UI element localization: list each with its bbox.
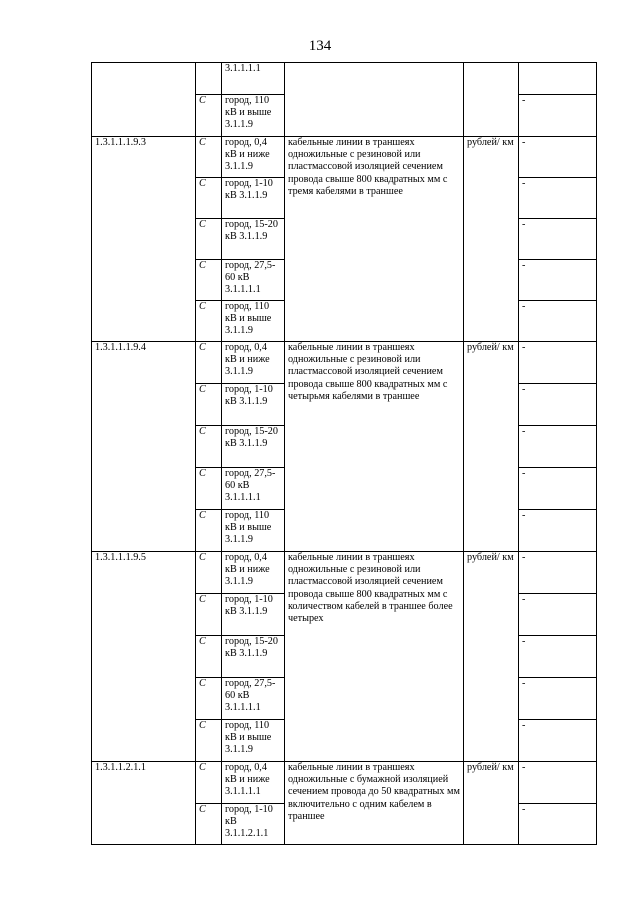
rate-cell: город, 15-20 кВ 3.1.1.9	[222, 426, 285, 468]
letter-cell: С	[196, 95, 222, 137]
rate-cell: город, 1-10 кВ 3.1.1.9	[222, 594, 285, 636]
letter-cell: С	[196, 636, 222, 678]
letter-cell: С	[196, 678, 222, 720]
letter-cell: С	[196, 178, 222, 219]
code-cell: 1.3.1.1.1.9.3	[92, 137, 196, 342]
letter-cell: С	[196, 426, 222, 468]
value-cell: -	[519, 720, 597, 762]
letter-cell: С	[196, 384, 222, 426]
desc-cell: кабельные линии в траншеях одножильные с резиновой или пластмассовой изоляцией сечением провода свыше 800 квадратных мм с четырьмя кабелями в траншее	[285, 342, 464, 552]
letter-cell: С	[196, 260, 222, 301]
letter-cell: С	[196, 594, 222, 636]
rate-cell: город, 15-20 кВ 3.1.1.9	[222, 219, 285, 260]
rate-cell: город, 15-20 кВ 3.1.1.9	[222, 636, 285, 678]
code-cell	[92, 63, 196, 137]
rate-cell: 3.1.1.1.1	[222, 63, 285, 95]
value-cell: -	[519, 260, 597, 301]
unit-cell: рублей/ км	[464, 552, 519, 762]
letter-cell	[196, 63, 222, 95]
value-cell: -	[519, 510, 597, 552]
value-cell: -	[519, 384, 597, 426]
unit-cell: рублей/ км	[464, 137, 519, 342]
table-row	[92, 137, 597, 178]
rate-cell: город, 1-10 кВ 3.1.1.2.1.1	[222, 804, 285, 845]
unit-cell	[464, 63, 519, 137]
letter-cell: С	[196, 510, 222, 552]
table-row	[92, 342, 597, 384]
desc-cell: кабельные линии в траншеях одножильные с резиновой или пластмассовой изоляцией сечением провода свыше 800 квадратных мм с тремя кабелями в траншее	[285, 137, 464, 342]
value-cell: -	[519, 219, 597, 260]
letter-cell: С	[196, 301, 222, 342]
value-cell: -	[519, 594, 597, 636]
letter-cell: С	[196, 137, 222, 178]
unit-cell: рублей/ км	[464, 342, 519, 552]
desc-cell: кабельные линии в траншеях одножильные с резиновой или пластмассовой изоляцией сечением провода свыше 800 квадратных мм с количеством кабелей в траншее более четырех	[285, 552, 464, 762]
rate-cell: город, 0,4 кВ и ниже 3.1.1.9	[222, 137, 285, 178]
desc-cell: кабельные линии в траншеях одножильные с бумажной изоляцией сечением провода до 50 квадратных мм включительно с одним кабелем в траншее	[285, 762, 464, 845]
table-row	[92, 762, 597, 804]
rate-cell: город, 1-10 кВ 3.1.1.9	[222, 178, 285, 219]
code-cell: 1.3.1.1.1.9.4	[92, 342, 196, 552]
value-cell: -	[519, 678, 597, 720]
table-row	[92, 63, 597, 95]
value-cell: -	[519, 804, 597, 845]
value-cell: -	[519, 137, 597, 178]
code-cell: 1.3.1.1.2.1.1	[92, 762, 196, 845]
rate-cell: город, 27,5-60 кВ 3.1.1.1.1	[222, 468, 285, 510]
value-cell	[519, 63, 597, 95]
letter-cell: С	[196, 552, 222, 594]
rate-cell: город, 1-10 кВ 3.1.1.9	[222, 384, 285, 426]
rate-cell: город, 0,4 кВ и ниже 3.1.1.1.1	[222, 762, 285, 804]
value-cell: -	[519, 552, 597, 594]
page-number: 134	[308, 38, 332, 54]
letter-cell: С	[196, 720, 222, 762]
value-cell: -	[519, 95, 597, 137]
rate-cell: город, 110 кВ и выше 3.1.1.9	[222, 720, 285, 762]
value-cell: -	[519, 468, 597, 510]
rate-cell: город, 110 кВ и выше 3.1.1.9	[222, 95, 285, 137]
value-cell: -	[519, 178, 597, 219]
rate-cell: город, 110 кВ и выше 3.1.1.9	[222, 510, 285, 552]
unit-cell: рублей/ км	[464, 762, 519, 845]
value-cell: -	[519, 342, 597, 384]
letter-cell: С	[196, 468, 222, 510]
rate-cell: город, 0,4 кВ и ниже 3.1.1.9	[222, 342, 285, 384]
desc-cell	[285, 63, 464, 137]
letter-cell: С	[196, 219, 222, 260]
value-cell: -	[519, 636, 597, 678]
value-cell: -	[519, 301, 597, 342]
rate-cell: город, 27,5-60 кВ 3.1.1.1.1	[222, 260, 285, 301]
code-cell: 1.3.1.1.1.9.5	[92, 552, 196, 762]
value-cell: -	[519, 426, 597, 468]
value-cell: -	[519, 762, 597, 804]
letter-cell: С	[196, 762, 222, 804]
rate-cell: город, 110 кВ и выше 3.1.1.9	[222, 301, 285, 342]
rate-cell: город, 27,5-60 кВ 3.1.1.1.1	[222, 678, 285, 720]
rate-cell: город, 0,4 кВ и ниже 3.1.1.9	[222, 552, 285, 594]
letter-cell: С	[196, 804, 222, 845]
letter-cell: С	[196, 342, 222, 384]
tariff-table	[91, 62, 597, 845]
table-row	[92, 552, 597, 594]
